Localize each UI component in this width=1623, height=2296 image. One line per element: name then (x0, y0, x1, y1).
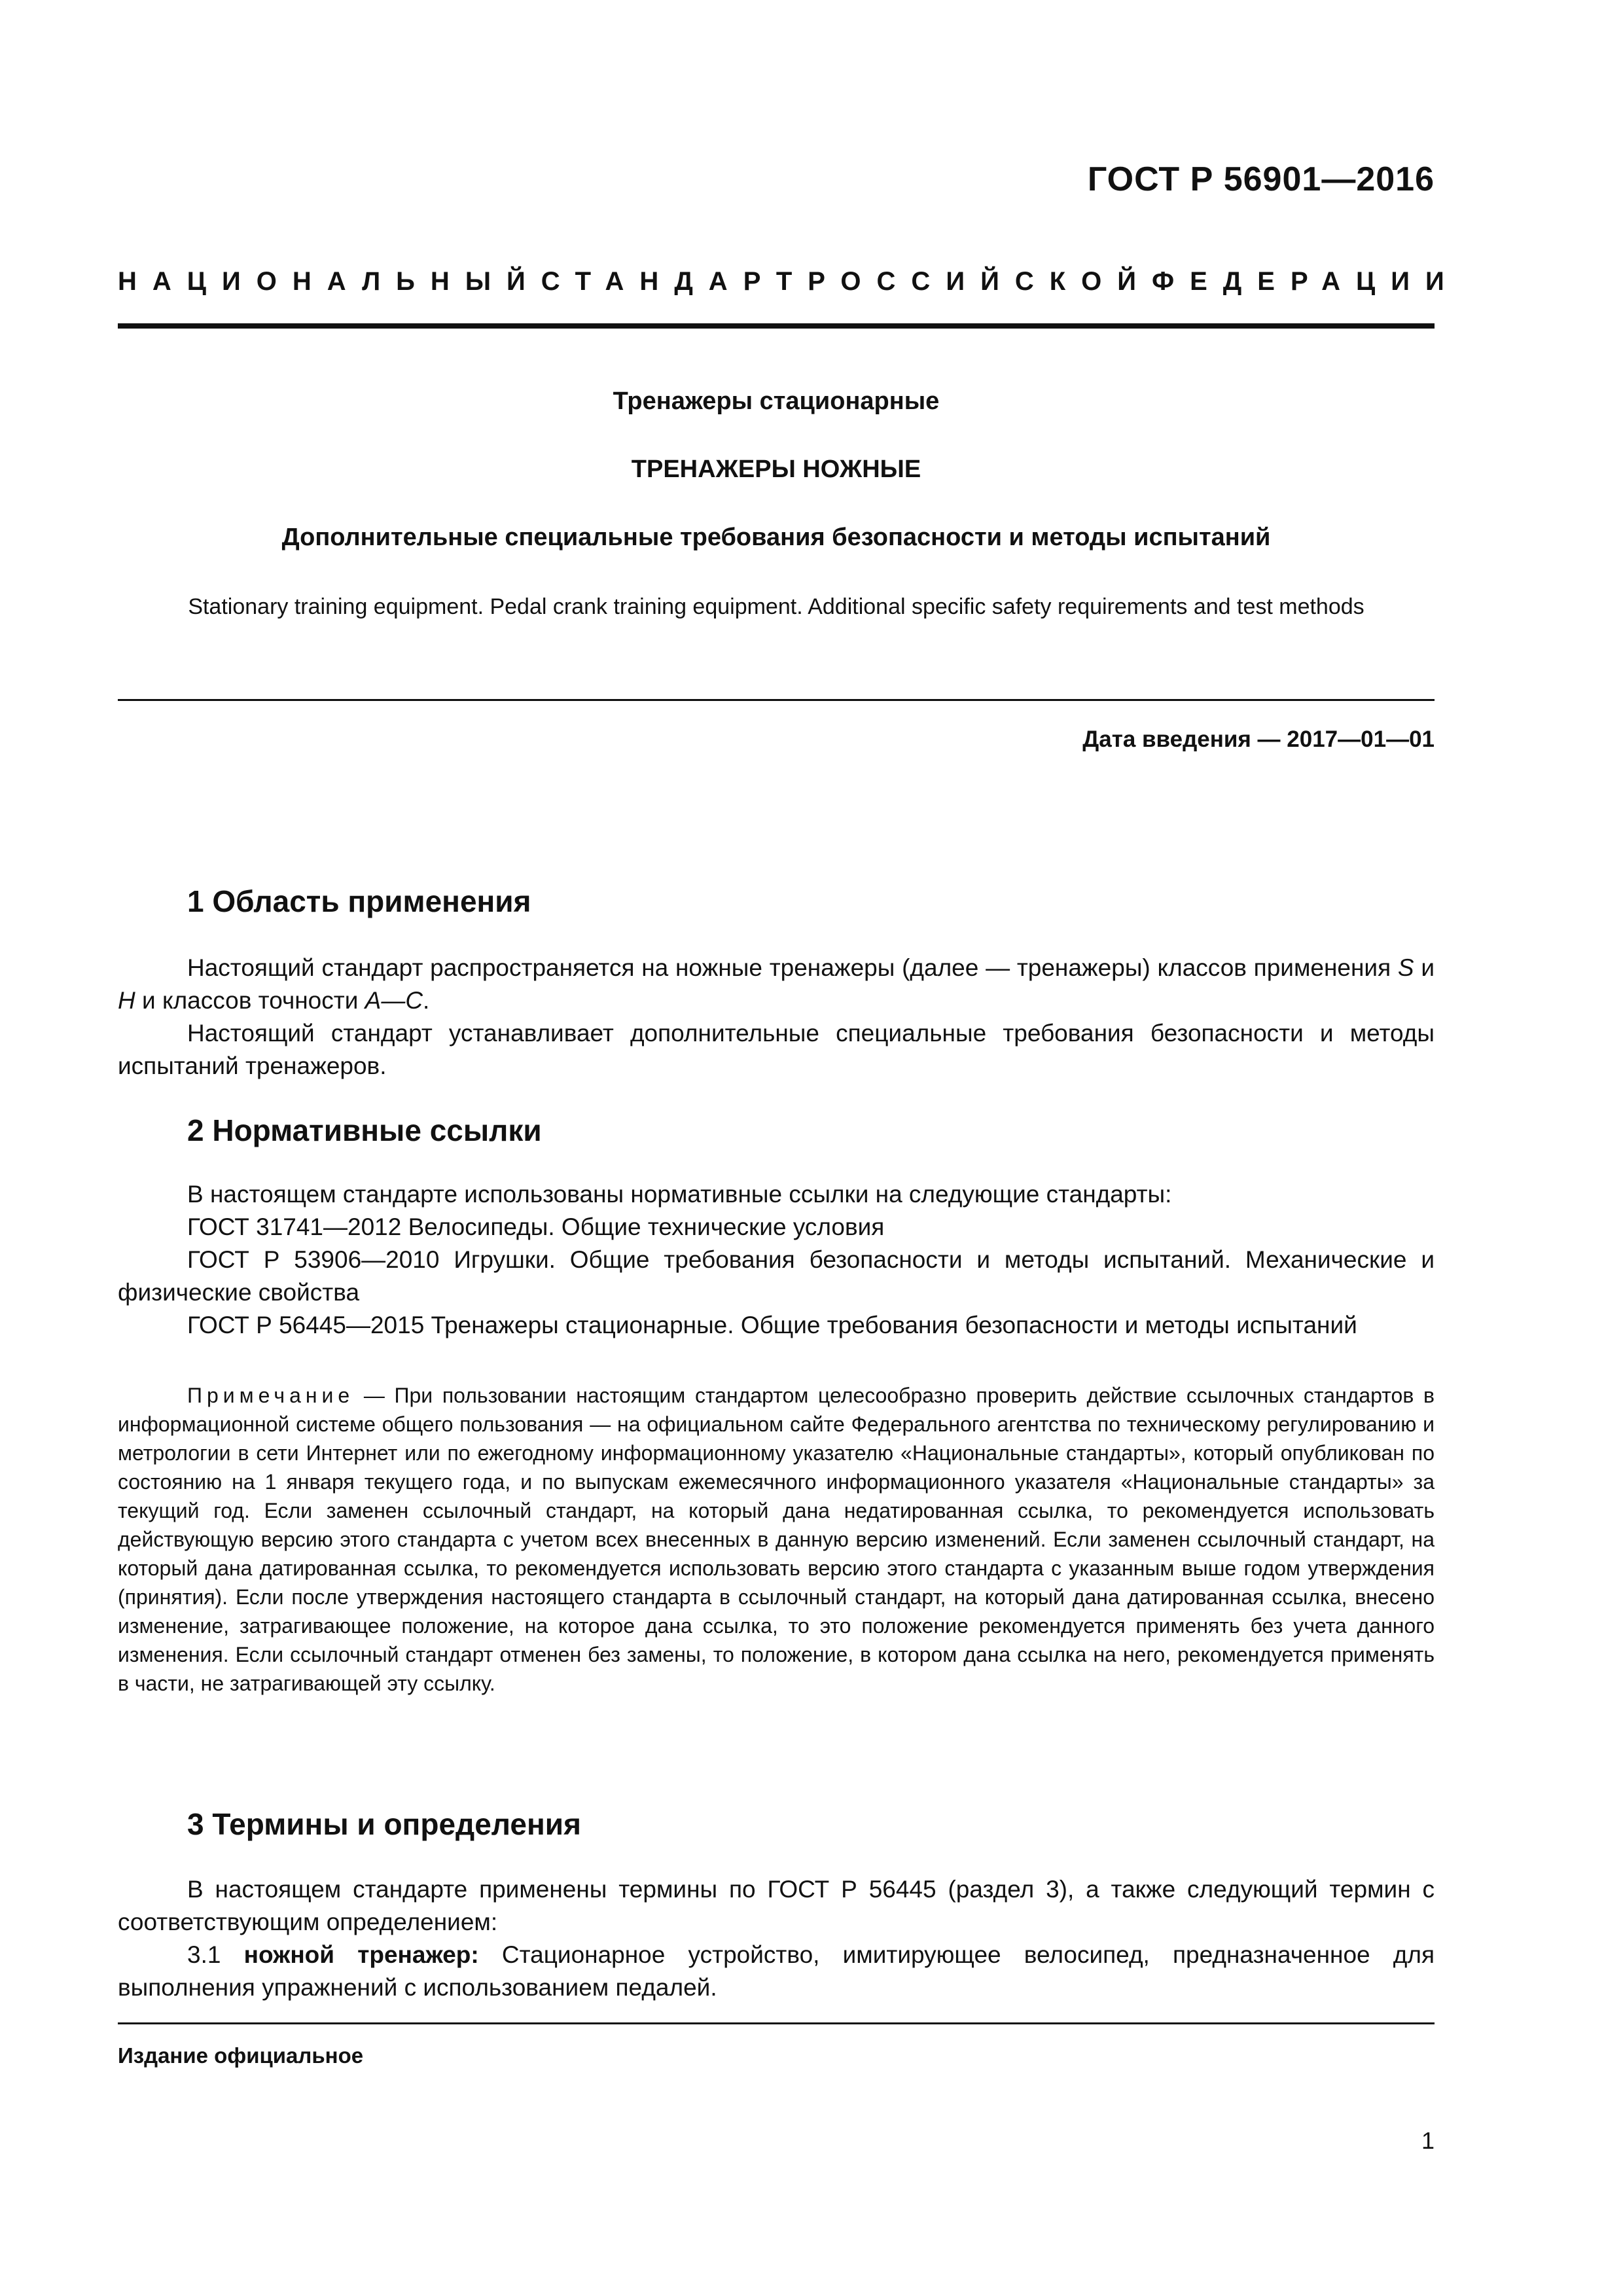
edition-label: Издание официальное (118, 2043, 364, 2068)
section-body-terms (118, 1873, 1435, 2004)
banner-word: РОССИЙСКОЙ (808, 267, 1152, 296)
banner-word: ФЕДЕРАЦИИ (1151, 267, 1460, 296)
title-line-3: Дополнительные специальные требования безопасности и методы испытаний (281, 524, 1271, 551)
paragraph: В настоящем стандарте применены термины по ГОСТ Р 56445 (раздел 3), а также следующий термин с соответствующим определением: (118, 1876, 1435, 1935)
note-label: Примечание (187, 1384, 355, 1407)
section-body-references (118, 1178, 1435, 1342)
page-number: 1 (1421, 2127, 1435, 2154)
section-body-scope (118, 952, 1435, 1083)
paragraph: Настоящий стандарт устанавливает дополнительные специальные требования безопасности и методы испытаний тренажеров. (118, 1020, 1435, 1079)
document-id: ГОСТ Р 56901—2016 (1087, 160, 1435, 198)
reference-item: ГОСТ 31741—2012 Велосипеды. Общие технические условия (187, 1213, 885, 1240)
title-line-1: Тренажеры стационарные (613, 387, 940, 415)
paragraph: Настоящий стандарт распространяется на ножные тренажеры (далее — тренажеры) классов применения S и H и классов точности А—С. (118, 954, 1435, 1014)
section-heading-terms: 3 Термины и определения (187, 1807, 581, 1841)
term: ножной тренажер: (243, 1941, 479, 1968)
introduction-date: Дата введения — 2017—01—01 (1082, 726, 1435, 752)
note-block (118, 1381, 1435, 1698)
section-heading-scope: 1 Область применения (187, 884, 531, 918)
footer-rule (118, 2022, 1435, 2024)
title-english: Stationary training equipment. Pedal crank training equipment. Additional specific safety requirements and test methods (188, 594, 1364, 619)
note-paragraph: Примечание — При пользовании настоящим стандартом целесообразно проверить действие ссылочных стандартов в информационной системе общего пользования — на официальном сайте Федерального агентства по техническому регулированию и метрологии в сети Интернет или по ежегодному информационному указателю «Национальные стандарты», который опубликован по состоянию на 1 января текущего года, и по выпускам ежемесячного информационного указателя «Национальные стандарты» за текущий год. Если заменен ссылочный стандарт, на который дана недатированная ссылка, то рекомендуется использовать действующую версию этого стандарта с учетом всех внесенных в данную версию изменений. Если заменен ссылочный стандарт, на который дана датированная ссылка, то рекомендуется использовать версию этого стандарта с указанным выше годом утверждения (принятия). Если после утверждения настоящего стандарта в ссылочный стандарт, на который дана датированная ссылка, внесено изменение, затрагивающее положение, на которое дана ссылка, то это положение рекомендуется применять без учета данного изменения. Если ссылочный стандарт отменен без замены, то положение, в котором дана ссылка на него, рекомендуется применять в части, не затрагивающей эту ссылку. (118, 1384, 1435, 1695)
national-standard-banner (118, 267, 1460, 296)
title-line-2: ТРЕНАЖЕРЫ НОЖНЫЕ (631, 456, 921, 483)
header-rule (118, 323, 1435, 329)
term-definition: 3.1 ножной тренажер: Стационарное устройство, имитирующее велосипед, предназначенное для выполнения упражнений с использованием педалей. (118, 1941, 1435, 2001)
paragraph: В настоящем стандарте использованы нормативные ссылки на следующие стандарты: (187, 1181, 1172, 1208)
section-heading-references: 2 Нормативные ссылки (187, 1113, 542, 1147)
reference-item: ГОСТ Р 56445—2015 Тренажеры стационарные. Общие требования безопасности и методы испытаний (187, 1312, 1357, 1338)
title-rule (118, 699, 1435, 701)
banner-word: СТАНДАРТ (541, 267, 808, 296)
reference-item: ГОСТ Р 53906—2010 Игрушки. Общие требования безопасности и методы испытаний. Механические и физические свойства (118, 1246, 1435, 1306)
document-page (118, 0, 1460, 2296)
banner-word: НАЦИОНАЛЬНЫЙ (118, 267, 541, 296)
